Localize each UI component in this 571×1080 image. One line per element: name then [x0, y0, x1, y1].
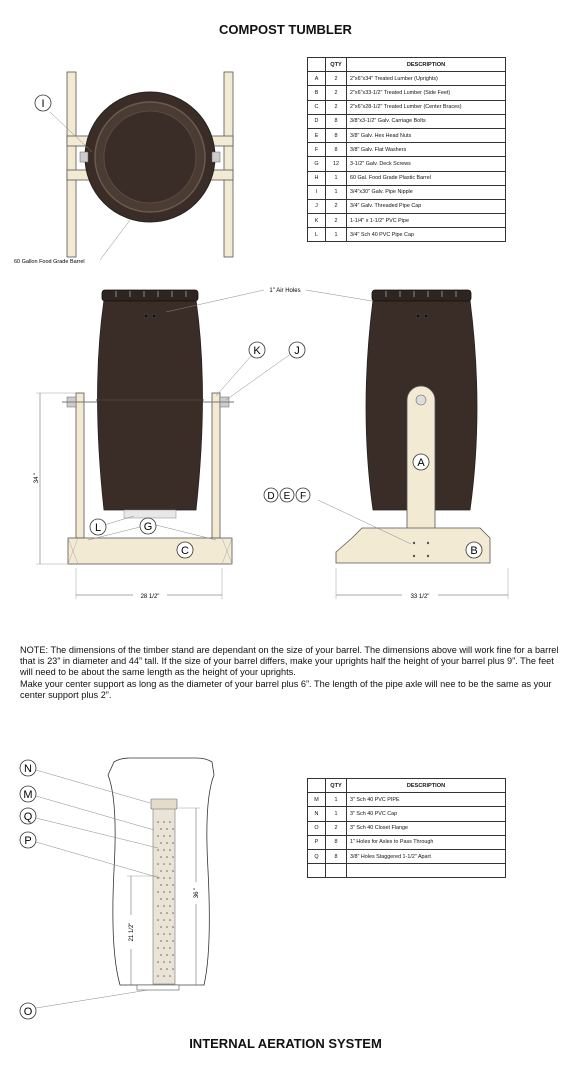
cell-desc: 3/8" Galv. Hex Head Nuts: [347, 128, 506, 142]
air-holes-label: 1" Air Holes: [269, 288, 301, 294]
callout-N: N: [24, 763, 32, 775]
callout-F: F: [299, 491, 307, 502]
vent-hole: [166, 912, 168, 914]
vent-hole: [172, 842, 174, 844]
callout-M: M: [23, 789, 33, 801]
cell-desc: 3" Sch 40 PVC PIPE: [347, 793, 506, 807]
dim-height: 34 ": [34, 472, 40, 484]
cell-qty: 1: [326, 793, 347, 807]
vent-hole: [163, 933, 165, 935]
vent-hole: [163, 905, 165, 907]
vent-hole: [172, 828, 174, 830]
cell-desc: 2"x6"x34" Treated Lumber (Uprights): [347, 72, 506, 86]
cell-qty: [326, 864, 347, 878]
vent-hole: [157, 849, 159, 851]
pvc-cap: [151, 799, 177, 809]
vent-hole: [163, 891, 165, 893]
vent-hole: [163, 919, 165, 921]
vent-hole: [160, 898, 162, 900]
table-row: [308, 821, 506, 835]
air-hole-side-2: [424, 314, 428, 318]
cell-id: M: [308, 793, 326, 807]
vent-hole: [166, 968, 168, 970]
front-view: [34, 290, 305, 600]
cell-qty: 8: [326, 835, 347, 849]
vent-hole: [166, 856, 168, 858]
vent-hole: [163, 975, 165, 977]
vent-hole: [163, 849, 165, 851]
vent-hole: [163, 877, 165, 879]
cell-qty: 1: [326, 171, 347, 185]
cell-id: J: [308, 199, 326, 213]
cell-id: A: [308, 72, 326, 86]
vent-hole: [157, 933, 159, 935]
vent-hole: [163, 947, 165, 949]
vent-hole: [160, 912, 162, 914]
header-qty: QTY: [326, 58, 347, 72]
cell-id: F: [308, 143, 326, 157]
cell-desc: 3/8"x3-1/2" Galv. Carriage Bolts: [347, 114, 506, 128]
callout-K: K: [253, 345, 261, 357]
top-view: [14, 72, 233, 265]
cell-id: O: [308, 821, 326, 835]
table-row: [308, 807, 506, 821]
cell-qty: 8: [326, 849, 347, 863]
cell-id: I: [308, 185, 326, 199]
callout-P: P: [24, 835, 32, 847]
vent-hole: [169, 821, 171, 823]
vent-hole: [169, 877, 171, 879]
cell-qty: 1: [326, 228, 347, 242]
table-row: [308, 864, 506, 878]
dimension-note: [20, 645, 560, 701]
cell-qty: 2: [326, 100, 347, 114]
barrel-front: [98, 300, 203, 510]
vent-hole: [157, 975, 159, 977]
cell-qty: 2: [326, 214, 347, 228]
vent-hole: [172, 884, 174, 886]
vent-hole: [166, 842, 168, 844]
vent-hole: [169, 891, 171, 893]
barrel-lid-center: [104, 111, 196, 203]
upright-right-front: [212, 393, 220, 538]
vent-hole: [163, 863, 165, 865]
cell-qty: 1: [326, 807, 347, 821]
vent-hole: [169, 905, 171, 907]
vent-hole: [160, 926, 162, 928]
barrel-front-lid: [102, 290, 198, 301]
closet-flange: [137, 985, 179, 990]
side-view: [264, 290, 508, 600]
cell-desc: 3/4" Galv. Threaded Pipe Cap: [347, 199, 506, 213]
main-title: COMPOST TUMBLER: [219, 22, 352, 37]
vent-hole: [172, 870, 174, 872]
vent-hole: [172, 940, 174, 942]
vent-hole: [163, 835, 165, 837]
callout-J: J: [294, 345, 300, 357]
vent-hole: [172, 856, 174, 858]
air-hole-front-1: [144, 314, 148, 318]
vent-hole: [169, 947, 171, 949]
aeration-view: [20, 758, 214, 1019]
dim-pipe-right: 36 ": [194, 887, 200, 899]
vent-hole: [166, 926, 168, 928]
cell-desc: 2"x6"x33-1/2" Treated Lumber (Side Feet): [347, 86, 506, 100]
cell-desc: [347, 864, 506, 878]
cell-desc: 3/8" Holes Staggered 1-1/2" Apart: [347, 849, 506, 863]
callout-D: D: [267, 491, 275, 502]
vent-hole: [169, 849, 171, 851]
upright-right-top: [224, 72, 233, 257]
parts-table-bottom: [307, 778, 506, 878]
dim-width-front: 28 1/2": [140, 594, 160, 600]
vent-hole: [160, 856, 162, 858]
vent-hole: [157, 821, 159, 823]
cell-desc: 3-1/2" Galv. Deck Screws: [347, 157, 506, 171]
header-description: DESCRIPTION: [347, 58, 506, 72]
cell-qty: 8: [326, 128, 347, 142]
vent-hole: [172, 926, 174, 928]
side-foot: [336, 528, 490, 563]
upright-left-front: [76, 393, 84, 538]
vent-hole: [163, 961, 165, 963]
cell-qty: 8: [326, 114, 347, 128]
table-row: [308, 835, 506, 849]
cell-id: [308, 864, 326, 878]
vent-hole: [172, 954, 174, 956]
cell-desc: 2"x6"x28-1/2" Treated Lumber (Center Braces): [347, 100, 506, 114]
cell-id: Q: [308, 849, 326, 863]
cell-desc: 1" Holes for Axles to Pass Through: [347, 835, 506, 849]
side-axle-hole: [416, 395, 426, 405]
table-row: [308, 849, 506, 863]
leader-barrel: [100, 220, 130, 260]
callout-L: L: [94, 522, 102, 534]
dim-width-side: 33 1/2": [410, 594, 430, 600]
cell-desc: 3" Sch 40 PVC Cap: [347, 807, 506, 821]
vent-hole: [160, 870, 162, 872]
header-id: [308, 779, 326, 793]
dim-pipe-left: 21 1/2": [129, 922, 135, 942]
vent-hole: [157, 905, 159, 907]
cell-desc: 1-1/4" x 1-1/2" PVC Pipe: [347, 214, 506, 228]
cell-qty: 2: [326, 821, 347, 835]
cell-qty: 2: [326, 199, 347, 213]
cell-id: D: [308, 114, 326, 128]
vent-hole: [160, 842, 162, 844]
vent-hole: [163, 821, 165, 823]
header-description: DESCRIPTION: [347, 779, 506, 793]
vent-hole: [169, 863, 171, 865]
axle-end-right: [212, 152, 220, 162]
vent-hole: [166, 828, 168, 830]
cell-qty: 8: [326, 143, 347, 157]
vent-hole: [160, 954, 162, 956]
callout-B: B: [470, 545, 478, 557]
air-hole-front-2: [152, 314, 156, 318]
note-paragraph-2: Make your center support as long as the diameter of your barrel plus 6”. The length of the pipe axle will nee to be the same as your center support plus 2”.: [20, 678, 552, 700]
header-qty: QTY: [326, 779, 347, 793]
callout-G: G: [143, 521, 153, 533]
callout-E: E: [283, 491, 291, 502]
front-base-brace: [68, 538, 232, 564]
cell-id: L: [308, 228, 326, 242]
air-hole-side-1: [416, 314, 420, 318]
vent-hole: [169, 933, 171, 935]
upright-left-top: [67, 72, 76, 257]
vent-hole: [172, 968, 174, 970]
cell-id: E: [308, 128, 326, 142]
pvc-pipe: [153, 808, 175, 984]
vent-hole: [166, 954, 168, 956]
cell-desc: 3" Sch 40 Closet Flange: [347, 821, 506, 835]
callout-I: I: [41, 98, 45, 110]
cell-desc: 60 Gal. Food Grade Plastic Barrel: [347, 171, 506, 185]
cell-desc: 3/4"x30" Galv. Pipe Nipple: [347, 185, 506, 199]
vent-hole: [169, 919, 171, 921]
note-paragraph-1: NOTE: The dimensions of the timber stand are dependant on the size of your barrel. The dimensions above will work fine for a barrel that is 23” in diameter and 44” tall. If the size of your barrel differs, make your uprights half the height of your barrel plus 9”. The feet will need to be about the same length as the height of your uprights.: [20, 645, 559, 678]
cell-desc: 3/4" Sch 40 PVC Pipe Cap: [347, 228, 506, 242]
section-title-aeration: INTERNAL AERATION SYSTEM: [189, 1036, 382, 1051]
vent-hole: [157, 891, 159, 893]
vent-hole: [160, 968, 162, 970]
vent-hole: [160, 884, 162, 886]
vent-hole: [157, 835, 159, 837]
vent-hole: [166, 898, 168, 900]
vent-hole: [169, 975, 171, 977]
vent-hole: [157, 961, 159, 963]
cell-id: B: [308, 86, 326, 100]
vent-hole: [166, 884, 168, 886]
vent-hole: [157, 947, 159, 949]
cell-desc: 3/8" Galv. Flat Washers: [347, 143, 506, 157]
callout-C: C: [181, 545, 189, 557]
cell-id: K: [308, 214, 326, 228]
cell-id: H: [308, 171, 326, 185]
vent-hole: [157, 863, 159, 865]
cell-qty: 2: [326, 72, 347, 86]
vent-hole: [166, 940, 168, 942]
callout-Q: Q: [23, 811, 33, 823]
vent-hole: [160, 940, 162, 942]
cell-qty: 12: [326, 157, 347, 171]
cell-qty: 1: [326, 185, 347, 199]
vent-hole: [172, 912, 174, 914]
cell-id: N: [308, 807, 326, 821]
vent-hole: [160, 828, 162, 830]
callout-O: O: [23, 1006, 33, 1018]
vent-hole: [157, 919, 159, 921]
vent-hole: [169, 835, 171, 837]
callout-A: A: [417, 457, 425, 469]
axle-end-left: [80, 152, 88, 162]
cell-qty: 2: [326, 86, 347, 100]
cell-id: C: [308, 100, 326, 114]
barrel-caption: 60 Gallon Food Grade Barrel: [14, 259, 85, 265]
vent-hole: [169, 961, 171, 963]
vent-hole: [172, 898, 174, 900]
cell-id: P: [308, 835, 326, 849]
table-row: [308, 793, 506, 807]
vent-hole: [166, 870, 168, 872]
cell-id: G: [308, 157, 326, 171]
